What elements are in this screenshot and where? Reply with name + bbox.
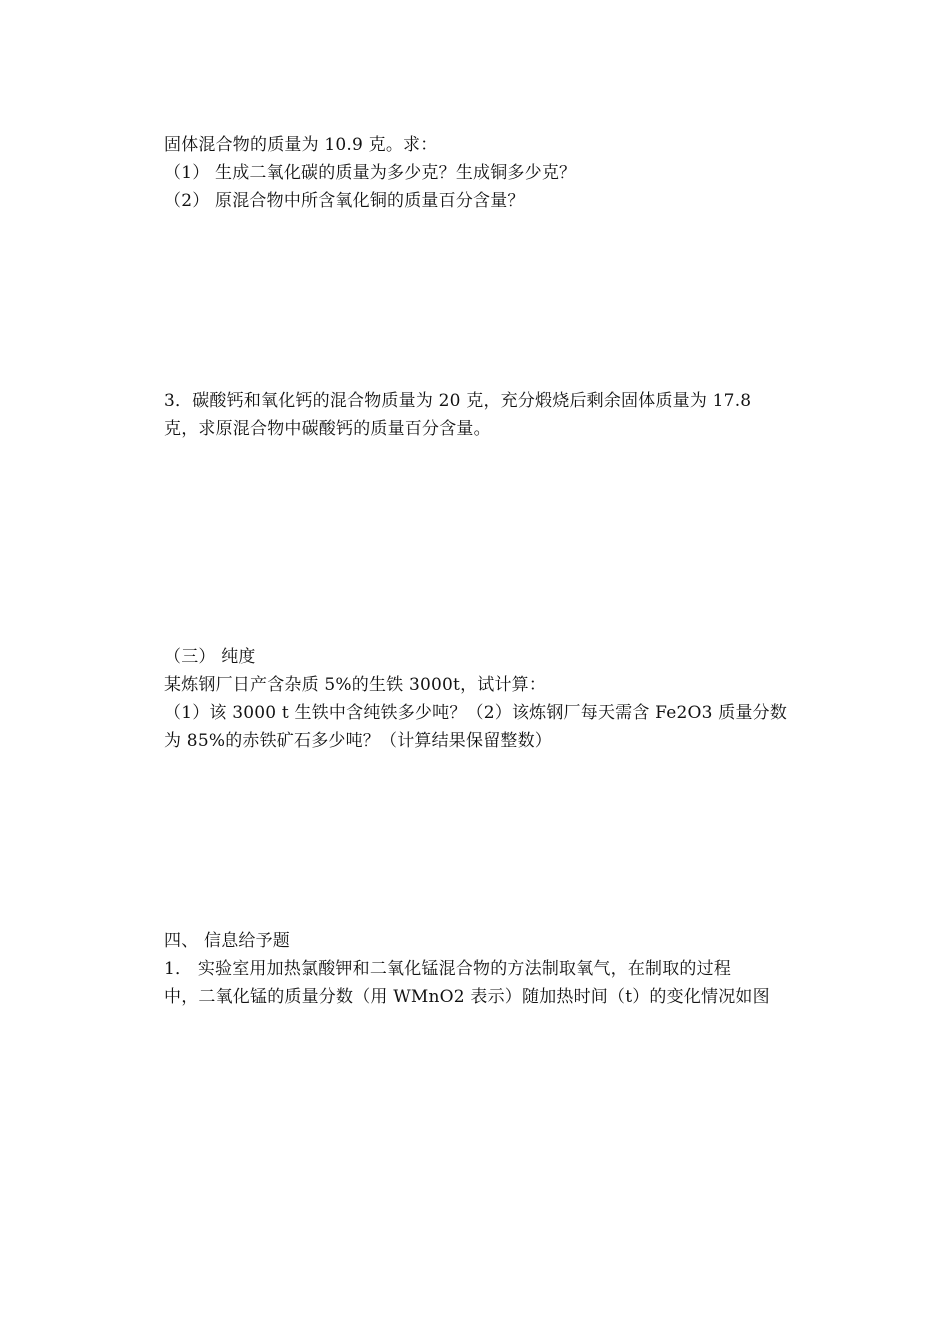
section-info-heading: 四、 信息给予题 — [164, 931, 291, 951]
purity-problem-line-3: 为 85%的赤铁矿石多少吨？（计算结果保留整数） — [164, 731, 552, 751]
purity-problem-line-1: 某炼钢厂日产含杂质 5%的生铁 3000t，试计算： — [164, 675, 547, 695]
section-purity-heading: （三） 纯度 — [164, 647, 256, 667]
question-2-text: （2） 原混合物中所含氧化铜的质量百分含量？ — [164, 191, 525, 211]
info-problem-line-1: 1． 实验室用加热氯酸钾和二氧化锰混合物的方法制取氧气，在制取的过程 — [164, 959, 732, 979]
problem-intro-text: 固体混合物的质量为 10.9 克。求： — [164, 135, 438, 155]
problem-3-line-2: 克，求原混合物中碳酸钙的质量百分含量。 — [164, 419, 491, 439]
question-1-text: （1） 生成二氧化碳的质量为多少克？生成铜多少克？ — [164, 163, 577, 183]
problem-3-line-1: 3．碳酸钙和氧化钙的混合物质量为 20 克，充分煅烧后剩余固体质量为 17.8 — [164, 391, 752, 411]
purity-problem-line-2: （1）该 3000 t 生铁中含纯铁多少吨？（2）该炼钢厂每天需含 Fe2O3 质量分数 — [164, 703, 788, 723]
info-problem-line-2: 中，二氧化锰的质量分数（用 WMnO2 表示）随加热时间（t）的变化情况如图 — [164, 987, 770, 1007]
